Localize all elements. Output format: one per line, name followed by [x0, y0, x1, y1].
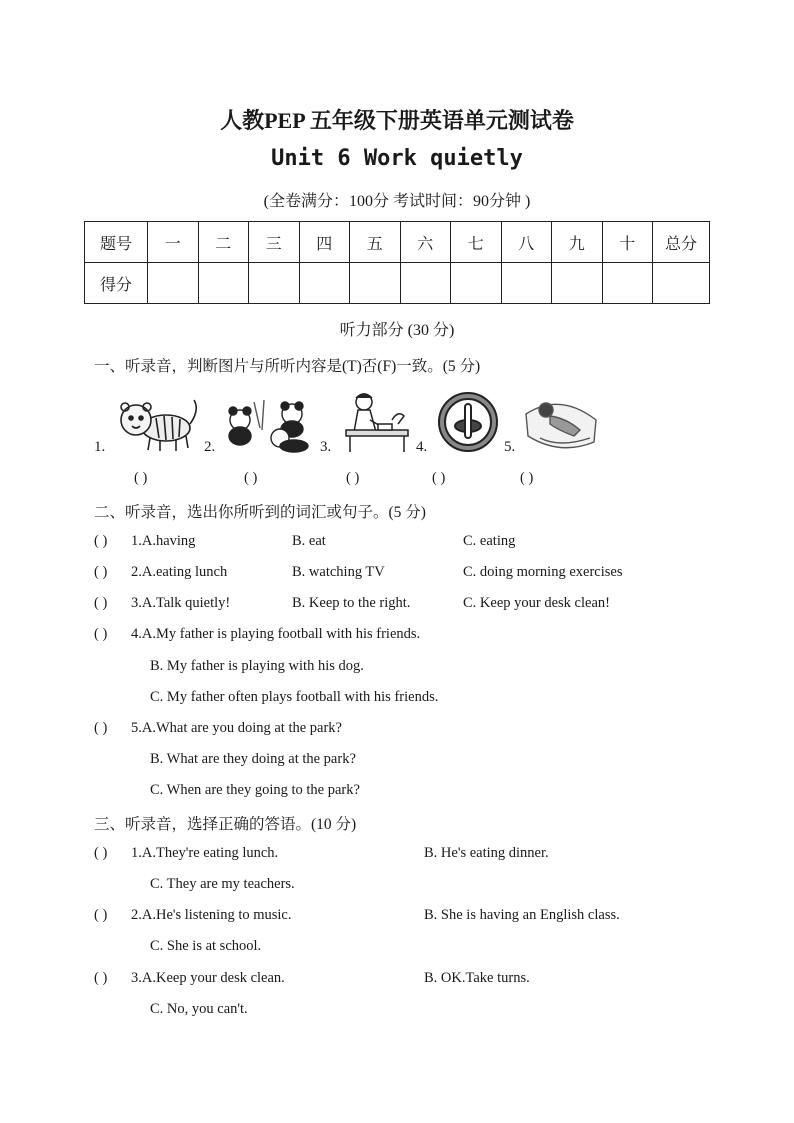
table-cell: 六 [400, 222, 451, 263]
score-input-cell[interactable] [198, 263, 249, 304]
score-input-cell[interactable] [552, 263, 603, 304]
table-cell: 十 [602, 222, 653, 263]
option-c: C. She is at school. [150, 938, 262, 954]
answer-bracket[interactable]: ( ) [94, 533, 108, 549]
section2-heading: 二、听录音，选出你所听到的词汇或句子。(5 分) [94, 504, 426, 521]
answer-bracket[interactable]: ( ) [94, 626, 108, 642]
item-number: 5. [504, 439, 516, 455]
option-c: C. Keep your desk clean! [463, 595, 610, 611]
option-c: C. doing morning exercises [463, 564, 623, 580]
quiet-sign-icon [436, 390, 500, 454]
boy-writing-icon [340, 390, 412, 454]
option-a: 4.A.My father is playing football with his friends. [131, 626, 421, 642]
option-b: B. He's eating dinner. [424, 845, 549, 861]
answer-bracket[interactable]: ( ) [432, 470, 446, 486]
answer-bracket[interactable]: ( ) [94, 970, 108, 986]
option-a: 3.A.Talk quietly! [131, 595, 231, 611]
option-a: 3.A.Keep your desk clean. [131, 970, 285, 986]
option-b: B. She is having an English class. [424, 907, 620, 923]
page-title: 人教PEP 五年级下册英语单元测试卷 [220, 108, 574, 133]
answer-bracket[interactable]: ( ) [134, 470, 148, 486]
option-b: B. watching TV [292, 564, 385, 580]
answer-bracket[interactable]: ( ) [520, 470, 534, 486]
score-input-cell[interactable] [299, 263, 350, 304]
section3-heading: 三、听录音，选择正确的答语。(10 分) [94, 816, 357, 833]
score-table-score-row [85, 263, 710, 304]
table-cell: 七 [451, 222, 502, 263]
item-number: 1. [94, 439, 106, 455]
score-input-cell[interactable] [249, 263, 300, 304]
score-input-cell[interactable] [653, 263, 710, 304]
score-input-cell[interactable] [451, 263, 502, 304]
table-cell: 总分 [653, 222, 710, 263]
option-c: C. No, you can't. [150, 1001, 248, 1017]
answer-bracket[interactable]: ( ) [94, 845, 108, 861]
option-b: B. eat [292, 533, 326, 549]
table-cell: 题号 [85, 222, 148, 263]
option-a: 1.A.They're eating lunch. [131, 845, 279, 861]
listening-section-title: 听力部分 (30 分) [339, 322, 455, 339]
tiger-icon [112, 396, 200, 454]
option-b: B. Keep to the right. [292, 595, 411, 611]
table-cell: 八 [501, 222, 552, 263]
item-number: 4. [416, 439, 428, 455]
section1-heading: 一、听录音，判断图片与所听内容是(T)否(F)一致。(5 分) [94, 358, 481, 375]
score-input-cell[interactable] [602, 263, 653, 304]
table-cell: 四 [299, 222, 350, 263]
option-c: C. eating [463, 533, 516, 549]
option-b: B. OK.Take turns. [424, 970, 530, 986]
sleeping-child-icon [522, 394, 600, 454]
table-cell: 三 [249, 222, 300, 263]
option-c: C. When are they going to the park? [150, 782, 360, 798]
option-a: 2.A.He's listening to music. [131, 907, 292, 923]
answer-bracket[interactable]: ( ) [94, 595, 108, 611]
table-cell: 二 [198, 222, 249, 263]
answer-bracket[interactable]: ( ) [244, 470, 258, 486]
pandas-icon [224, 398, 316, 454]
answer-bracket[interactable]: ( ) [94, 720, 108, 736]
score-input-cell[interactable] [148, 263, 199, 304]
answer-bracket[interactable]: ( ) [94, 907, 108, 923]
item-number: 2. [204, 439, 216, 455]
option-b: B. My father is playing with his dog. [150, 658, 364, 674]
score-input-cell[interactable] [501, 263, 552, 304]
answer-bracket[interactable]: ( ) [94, 564, 108, 580]
table-cell: 得分 [85, 263, 148, 304]
table-cell: 五 [350, 222, 401, 263]
score-table [84, 221, 710, 304]
score-input-cell[interactable] [400, 263, 451, 304]
option-a: 2.A.eating lunch [131, 564, 228, 580]
option-c: C. My father often plays football with his friends. [150, 689, 439, 705]
exam-info: (全卷满分：100分 考试时间：90分钟 ) [263, 193, 531, 210]
table-cell: 九 [552, 222, 603, 263]
option-a: 5.A.What are you doing at the park? [131, 720, 342, 736]
table-cell: 一 [148, 222, 199, 263]
answer-bracket[interactable]: ( ) [346, 470, 360, 486]
option-c: C. They are my teachers. [150, 876, 295, 892]
score-input-cell[interactable] [350, 263, 401, 304]
unit-title: Unit 6 Work quietly [271, 146, 523, 171]
option-a: 1.A.having [131, 533, 196, 549]
option-b: B. What are they doing at the park? [150, 751, 356, 767]
item-number: 3. [320, 439, 332, 455]
score-table-header-row [85, 222, 710, 263]
